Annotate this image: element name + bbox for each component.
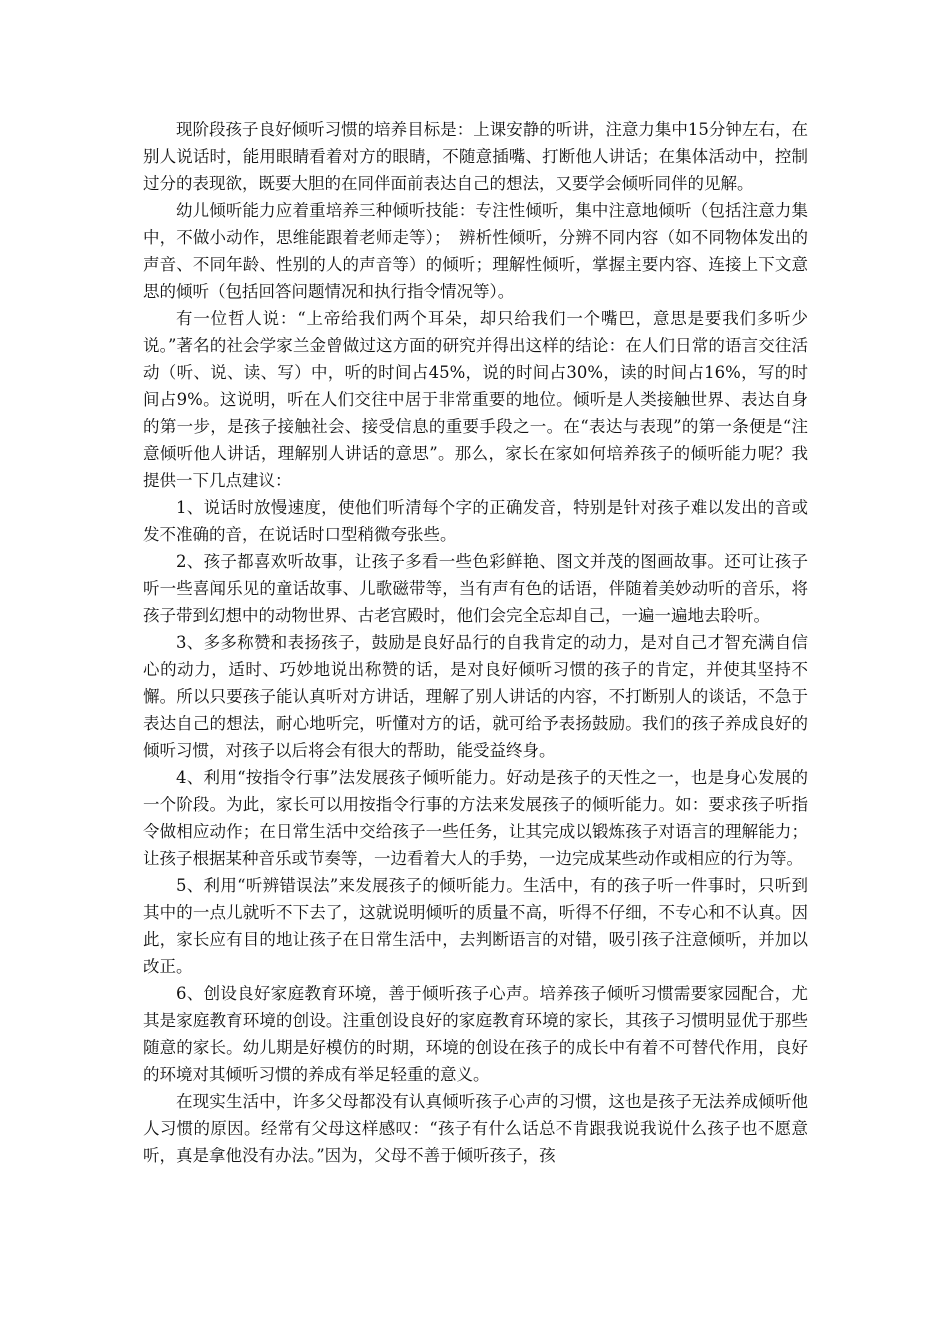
paragraph-suggestion-1: 1、说话时放慢速度，使他们听清每个字的正确发音，特别是针对孩子难以发出的音或发不准确的音，在说话时口型稍微夸张些。 <box>143 498 808 544</box>
paragraph-listening-skills: 幼儿倾听能力应着重培养三种倾听技能：专注性倾听，集中注意地倾听（包括注意力集中，不做小动作，思维能跟着老师走等）； 辨析性倾听，分辨不同内容（如不同物体发出的声音、不同年龄、性别的人的声音等）的倾听；理解性倾听，掌握主要内容、连接上下文意思的倾听（包括回答问题情况和执行指令情况等）。 <box>143 201 808 301</box>
document-body <box>143 116 808 1169</box>
paragraph-philosopher-quote: 有一位哲人说：“上帝给我们两个耳朵，却只给我们一个嘴巴，意思是要我们多听少说。”著名的社会学家兰金曾做过这方面的研究并得出这样的结论：在人们日常的语言交往活动（听、说、读、写）中，听的时间占45%，说的时间占30%，读的时间占16%，写的时间占9%。这说明，听在人们交往中居于非常重要的地位。倾听是人类接触世界、表达自身的第一步，是孩子接触社会、接受信息的重要手段之一。在“表达与表现”的第一条便是“注意倾听他人讲话，理解别人讲话的意思”。那么，家长在家如何培养孩子的倾听能力呢？我提供一下几点建议： <box>143 309 808 490</box>
paragraph-suggestion-3: 3、多多称赞和表扬孩子，鼓励是良好品行的自我肯定的动力，是对自己才智充满自信心的动力，适时、巧妙地说出称赞的话，是对良好倾听习惯的孩子的肯定，并使其坚持不懈。所以只要孩子能认真听对方讲话，理解了别人讲话的内容，不打断别人的谈话，不急于表达自己的想法，耐心地听完，听懂对方的话，就可给予表扬鼓励。我们的孩子养成良好的倾听习惯，对孩子以后将会有很大的帮助，能受益终身。 <box>143 633 808 760</box>
paragraph-suggestion-6: 6、创设良好家庭教育环境，善于倾听孩子心声。培养孩子倾听习惯需要家园配合，尤其是家庭教育环境的创设。注重创设良好的家庭教育环境的家长，其孩子习惯明显优于那些随意的家长。幼儿期是好模仿的时期，环境的创设在孩子的成长中有着不可替代作用，良好的环境对其倾听习惯的养成有举足轻重的意义。 <box>143 984 808 1084</box>
paragraph-real-life: 在现实生活中，许多父母都没有认真倾听孩子心声的习惯，这也是孩子无法养成倾听他人习惯的原因。经常有父母这样感叹：“孩子有什么话总不肯跟我说我说什么孩子也不愿意听，真是拿他没有办法。”因为，父母不善于倾听孩子，孩 <box>143 1092 808 1165</box>
paragraph-suggestion-5: 5、利用“听辨错误法”来发展孩子的倾听能力。生活中，有的孩子听一件事时，只听到其中的一点儿就听不下去了，这就说明倾听的质量不高，听得不仔细，不专心和不认真。因此，家长应有目的地让孩子在日常生活中，去判断语言的对错，吸引孩子注意倾听，并加以改正。 <box>143 876 808 976</box>
paragraph-goals: 现阶段孩子良好倾听习惯的培养目标是：上课安静的听讲，注意力集中15分钟左右，在别人说话时，能用眼睛看着对方的眼睛，不随意插嘴、打断他人讲话；在集体活动中，控制过分的表现欲，既要大胆的在同伴面前表达自己的想法，又要学会倾听同伴的见解。 <box>143 120 808 193</box>
paragraph-suggestion-2: 2、孩子都喜欢听故事，让孩子多看一些色彩鲜艳、图文并茂的图画故事。还可让孩子听一些喜闻乐见的童话故事、儿歌磁带等，当有声有色的话语，伴随着美妙动听的音乐，将孩子带到幻想中的动物世界、古老宫殿时，他们会完全忘却自己，一遍一遍地去聆听。 <box>143 552 808 625</box>
paragraph-suggestion-4: 4、利用“按指令行事”法发展孩子倾听能力。好动是孩子的天性之一，也是身心发展的一个阶段。为此，家长可以用按指令行事的方法来发展孩子的倾听能力。如：要求孩子听指令做相应动作；在日常生活中交给孩子一些任务，让其完成以锻炼孩子对语言的理解能力；让孩子根据某种音乐或节奏等，一边看着大人的手势，一边完成某些动作或相应的行为等。 <box>143 768 808 868</box>
